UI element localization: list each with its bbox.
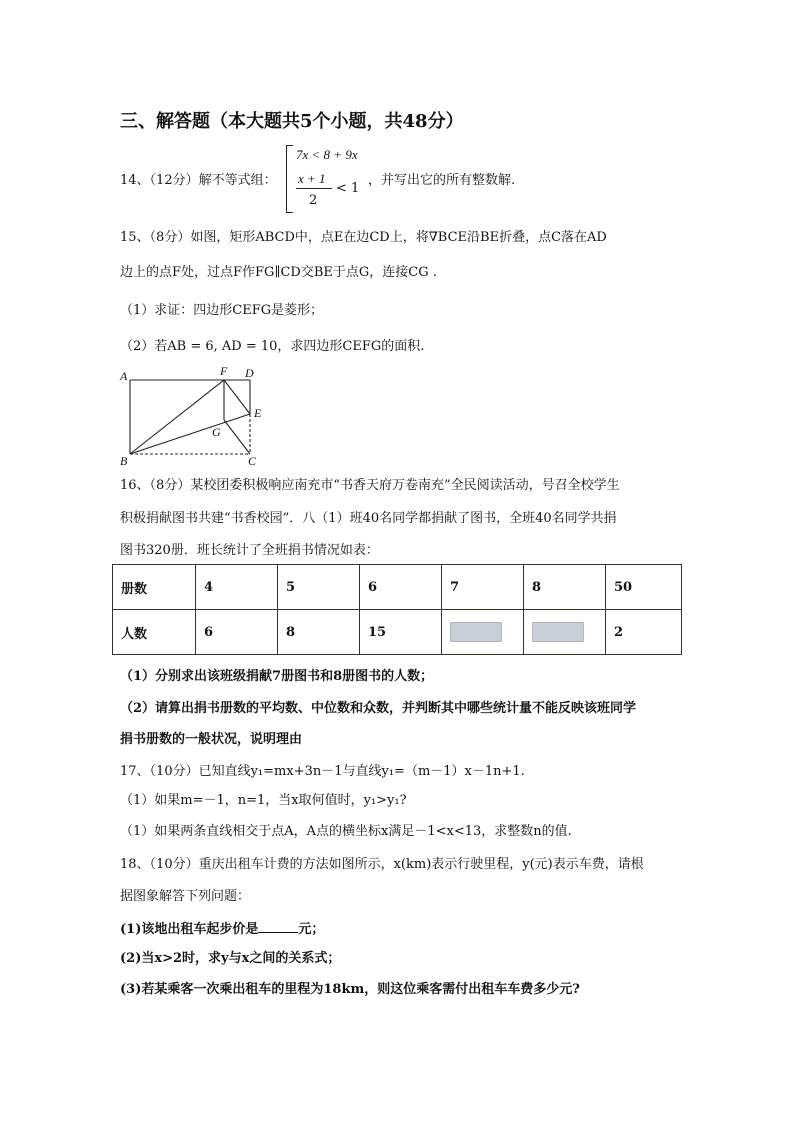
- q18-part-3: (3)若某乘客一次乘出租车的里程为18km，则这位乘客需付出租车车费多少元?: [120, 982, 580, 997]
- q17-line-1: 17、（10分）已知直线y₁=mx+3n－1与直线y₁=（m－1）x－1n+1.: [120, 764, 525, 779]
- table-cell: 50: [606, 565, 682, 610]
- table-row: [113, 565, 682, 610]
- q15-line-2: 边上的点F处，过点F作FG∥CD交BE于点G，连接CG .: [120, 265, 437, 280]
- q15-part-2: （2）若AB = 6, AD = 10，求四边形CEFG的面积.: [120, 339, 425, 354]
- q18-line-2: 据图象解答下列问题：: [120, 889, 251, 904]
- q15-part-1: （1）求证：四边形CEFG是菱形；: [120, 303, 324, 318]
- q18-part-2: (2)当x>2时，求y与x之间的关系式；: [120, 951, 341, 966]
- table-cell-blurred: [524, 610, 606, 655]
- label-g: G: [212, 425, 221, 439]
- q16-part-2-line-2: 捐书册数的一般状况，说明理由: [120, 732, 303, 747]
- label-c: C: [248, 454, 257, 468]
- q16-line-2: 积极捐献图书共建“书香校园”．八（1）班40名同学都捐献了图书，全班40名同学共捐: [120, 511, 617, 526]
- table-cell: 5: [278, 565, 360, 610]
- segment-bf: [130, 380, 224, 454]
- q15-line-1: 15、（8分）如图，矩形ABCD中，点E在边CD上，将∇BCE沿BE折叠，点C落在AD: [120, 230, 607, 245]
- label-f: F: [220, 364, 228, 378]
- q17-part-1: （1）如果m=－1，n=1，当x取何值时，y₁>y₁?: [120, 793, 407, 808]
- q14-numerator: x + 1: [298, 171, 326, 186]
- q14-inequality-2-rest: < 1: [336, 181, 360, 196]
- blurred-value: [450, 622, 502, 642]
- system-brace: [286, 145, 293, 213]
- q14-fraction-bar: [296, 188, 332, 189]
- q17-part-2: （1）如果两条直线相交于点A，A点的横坐标x满足－1<x<13，求整数n的值.: [120, 824, 572, 839]
- label-d: D: [245, 366, 254, 380]
- q14-label: 14、（12分）解不等式组：: [120, 173, 277, 188]
- q14-inequality-1: 7x < 8 + 9x: [296, 147, 358, 162]
- label-e: E: [254, 406, 262, 420]
- donation-table: [112, 564, 682, 655]
- segment-gc: [224, 420, 250, 454]
- table-cell: 人数: [113, 610, 196, 655]
- table-cell: 8: [524, 565, 606, 610]
- table-cell: 6: [360, 565, 442, 610]
- q14-denominator: 2: [309, 193, 318, 208]
- table-cell: 2: [606, 610, 682, 655]
- rectangle-fold-figure: [112, 362, 272, 470]
- segment-be: [130, 414, 250, 454]
- answer-blank: [258, 920, 298, 933]
- q16-part-1: （1）分别求出该班级捐献7册图书和8册图书的人数；: [120, 669, 434, 684]
- q18-part-1-unit: 元；: [298, 922, 325, 937]
- table-cell: 6: [196, 610, 278, 655]
- label-a: A: [120, 369, 128, 383]
- table-cell: 7: [442, 565, 524, 610]
- table-cell: 册数: [113, 565, 196, 610]
- section-title: 三、解答题（本大题共5个小题，共48分）: [120, 111, 464, 132]
- table-row: [113, 610, 682, 655]
- table-cell: 4: [196, 565, 278, 610]
- q16-line-3: 图书320册．班长统计了全班捐书情况如表：: [120, 543, 379, 558]
- q18-part-1-text: (1)该地出租车起步价是: [120, 922, 259, 937]
- segment-fe: [224, 380, 250, 414]
- table-cell: 15: [360, 610, 442, 655]
- q14-suffix: ，并写出它的所有整数解.: [368, 173, 516, 188]
- q18-part-1: [120, 920, 324, 939]
- table-cell: 8: [278, 610, 360, 655]
- blurred-value: [532, 622, 584, 642]
- q16-line-1: 16、（8分）某校团委积极响应南充市“书香天府万卷南充”全民阅读活动，号召全校学生: [120, 478, 620, 493]
- q16-part-2-line-1: （2）请算出捐书册数的平均数、中位数和众数，并判断其中哪些统计量不能反映该班同学: [120, 701, 637, 716]
- q18-line-1: 18、（10分）重庆出租车计费的方法如图所示，x(km)表示行驶里程，y(元)表示车费，请根: [120, 857, 644, 872]
- table-cell-blurred: [442, 610, 524, 655]
- label-b: B: [120, 454, 128, 468]
